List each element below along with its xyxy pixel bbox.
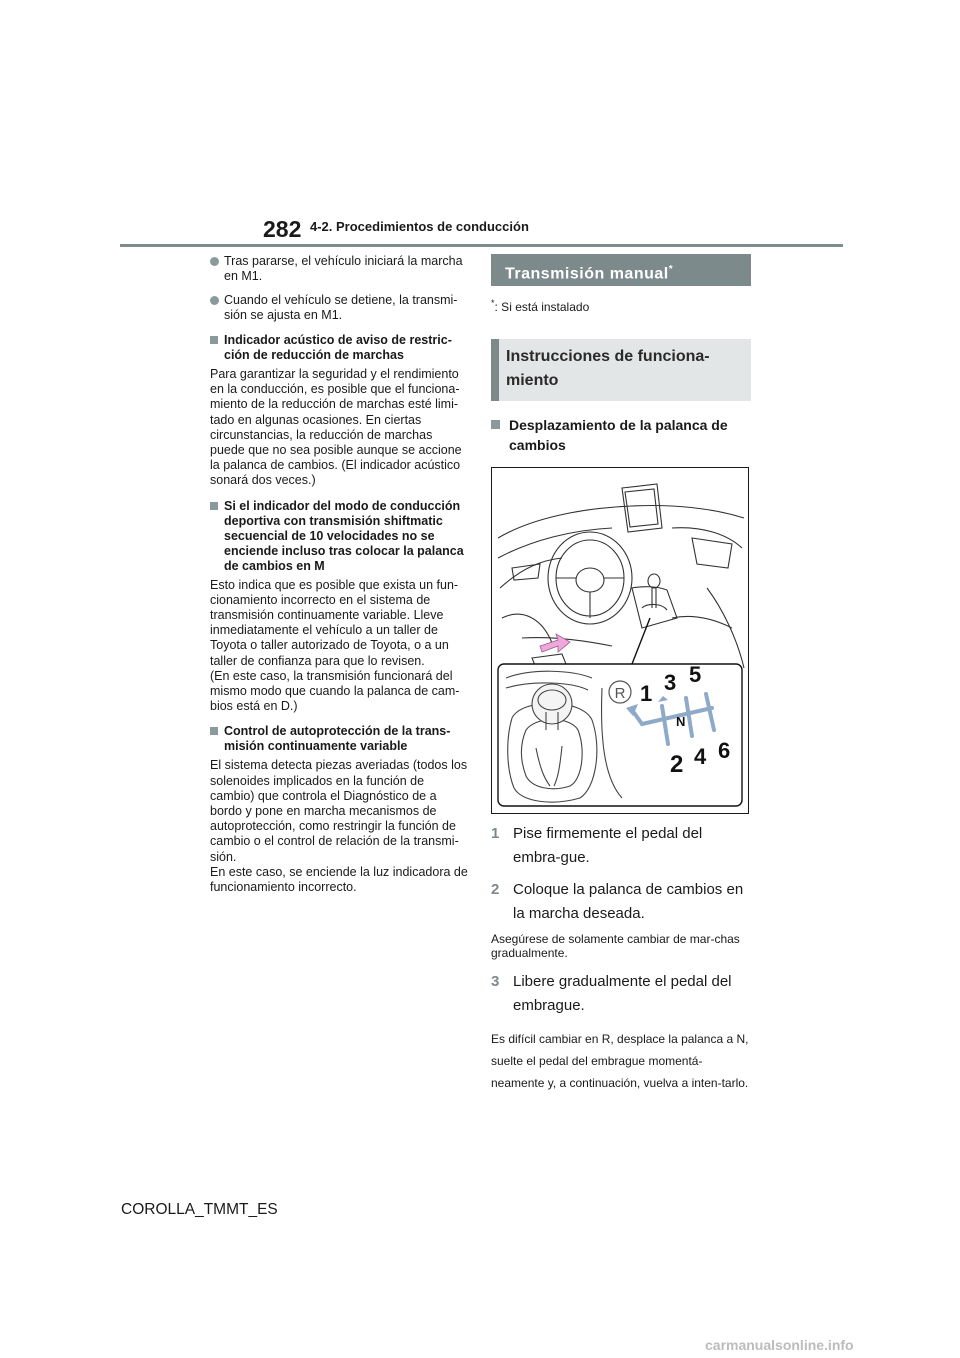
gear-label-4: 4: [694, 744, 707, 769]
footer-doc-code: COROLLA_TMMT_ES: [121, 1201, 278, 1218]
section-heading: [210, 333, 468, 363]
section-heading: [210, 724, 468, 754]
bullet-text: Tras pararse, el vehículo iniciará la marcha en M1.: [224, 254, 463, 283]
gear-label-1: 1: [640, 681, 653, 706]
section-title: 4-2. Procedimientos de conducción: [310, 219, 529, 234]
section-heading-text: Control de autoprotección de la trans-misión continuamente variable: [224, 724, 451, 754]
bullet-item: [210, 293, 468, 323]
section-body: Esto indica que es posible que exista un fun-cionamiento incorrecto en el sistema de transmisión continuamente variable. Lleve inmediatamente el vehículo a un taller de Toyota o taller autorizado de Toyota, o a un taller de confianza para que lo revisen. (En este caso, la transmisión funcionará del mismo modo que cuando la palanca de cam-bios está en D.): [210, 577, 460, 714]
section-body: El sistema detecta piezas averiadas (todos los solenoides implicados en la función de cambio) que controla el Diagnóstico de a bordo y pone en marcha mecanismos de autoprotección, como restringir la función de cambio o el control de relación de la transmi-sión. En este caso, se enciende la luz indicadora de funcionamiento incorrecto.: [210, 758, 468, 895]
subtitle-box: Instrucciones de funciona-miento: [491, 339, 751, 401]
section-heading-text: Desplazamiento de la palanca de cambios: [509, 417, 728, 453]
step-number: 3: [491, 973, 500, 990]
step-item: [491, 970, 751, 1018]
car-interior-drawing: [492, 468, 748, 813]
gear-label-5: 5: [689, 662, 702, 687]
square-bullet-icon: [210, 336, 218, 344]
final-note: Es difícil cambiar en R, desplace la palanca a N, suelte el pedal del embrague momentá-neamente y, a continuación, vuelva a inten-tarlo.: [491, 1032, 749, 1090]
page-number: 282: [263, 216, 302, 242]
step-text: Coloque la palanca de cambios en la marcha deseada.: [513, 881, 744, 922]
gear-label-r: R: [614, 685, 626, 702]
section-heading: [210, 499, 468, 574]
chapter-title-bar: [491, 254, 751, 286]
header-divider: [120, 244, 843, 247]
footnote: [491, 298, 751, 314]
section-body: Para garantizar la seguridad y el rendimiento en la conducción, es posible que el funciona-miento de la reducción de marchas esté limi-tado en algunas ocasiones. En ciertas circunstancias, la reducción de marchas puede que no sea posible aunque se accione la palanca de cambios. (El indicador acústico sonará dos veces.): [210, 367, 462, 488]
section-heading-text: Indicador acústico de aviso de restric-ción de reducción de marchas: [224, 333, 452, 362]
square-bullet-icon: [210, 727, 218, 735]
left-column: [210, 254, 468, 903]
title-asterisk: *: [668, 264, 674, 275]
step-note: Asegúrese de solamente cambiar de mar-chas gradualmente.: [491, 932, 740, 960]
chapter-title: Transmisión manual: [505, 265, 669, 283]
gear-label-6: 6: [718, 738, 731, 763]
footnote-text: : Si está instalado: [494, 300, 590, 314]
footnote-asterisk: *: [491, 298, 495, 308]
section-heading-text: Si el indicador del modo de conducción deportiva con transmisión shiftmatic secuencial de 10 velocidades no se enciende incluso tras colocar la palanca de cambios en M: [224, 498, 464, 573]
step-text: Libere gradualmente el pedal del embrague.: [513, 973, 732, 1014]
watermark: carmanualsonline.info: [705, 1337, 854, 1353]
section-heading: [491, 415, 751, 455]
square-bullet-icon: [210, 502, 218, 510]
gear-label-2: 2: [670, 751, 684, 778]
bullet-dot-icon: [210, 257, 219, 266]
gear-label-n: N: [676, 714, 686, 729]
step-item: [491, 878, 751, 926]
clutch-arrow-icon: [540, 634, 570, 652]
bullet-dot-icon: [210, 296, 219, 305]
step-number: 2: [491, 881, 500, 898]
gear-label-3: 3: [664, 670, 677, 695]
step-number: 1: [491, 825, 500, 842]
square-bullet-icon: [491, 420, 500, 429]
step-item: [491, 822, 751, 870]
right-column: [491, 254, 751, 1094]
bullet-item: [210, 254, 468, 284]
bullet-text: Cuando el vehículo se detiene, la transmi-sión se ajusta en M1.: [224, 293, 458, 322]
step-text: Pise firmemente el pedal del embra-gue.: [513, 825, 703, 866]
gear-shift-illustration: [491, 467, 749, 814]
